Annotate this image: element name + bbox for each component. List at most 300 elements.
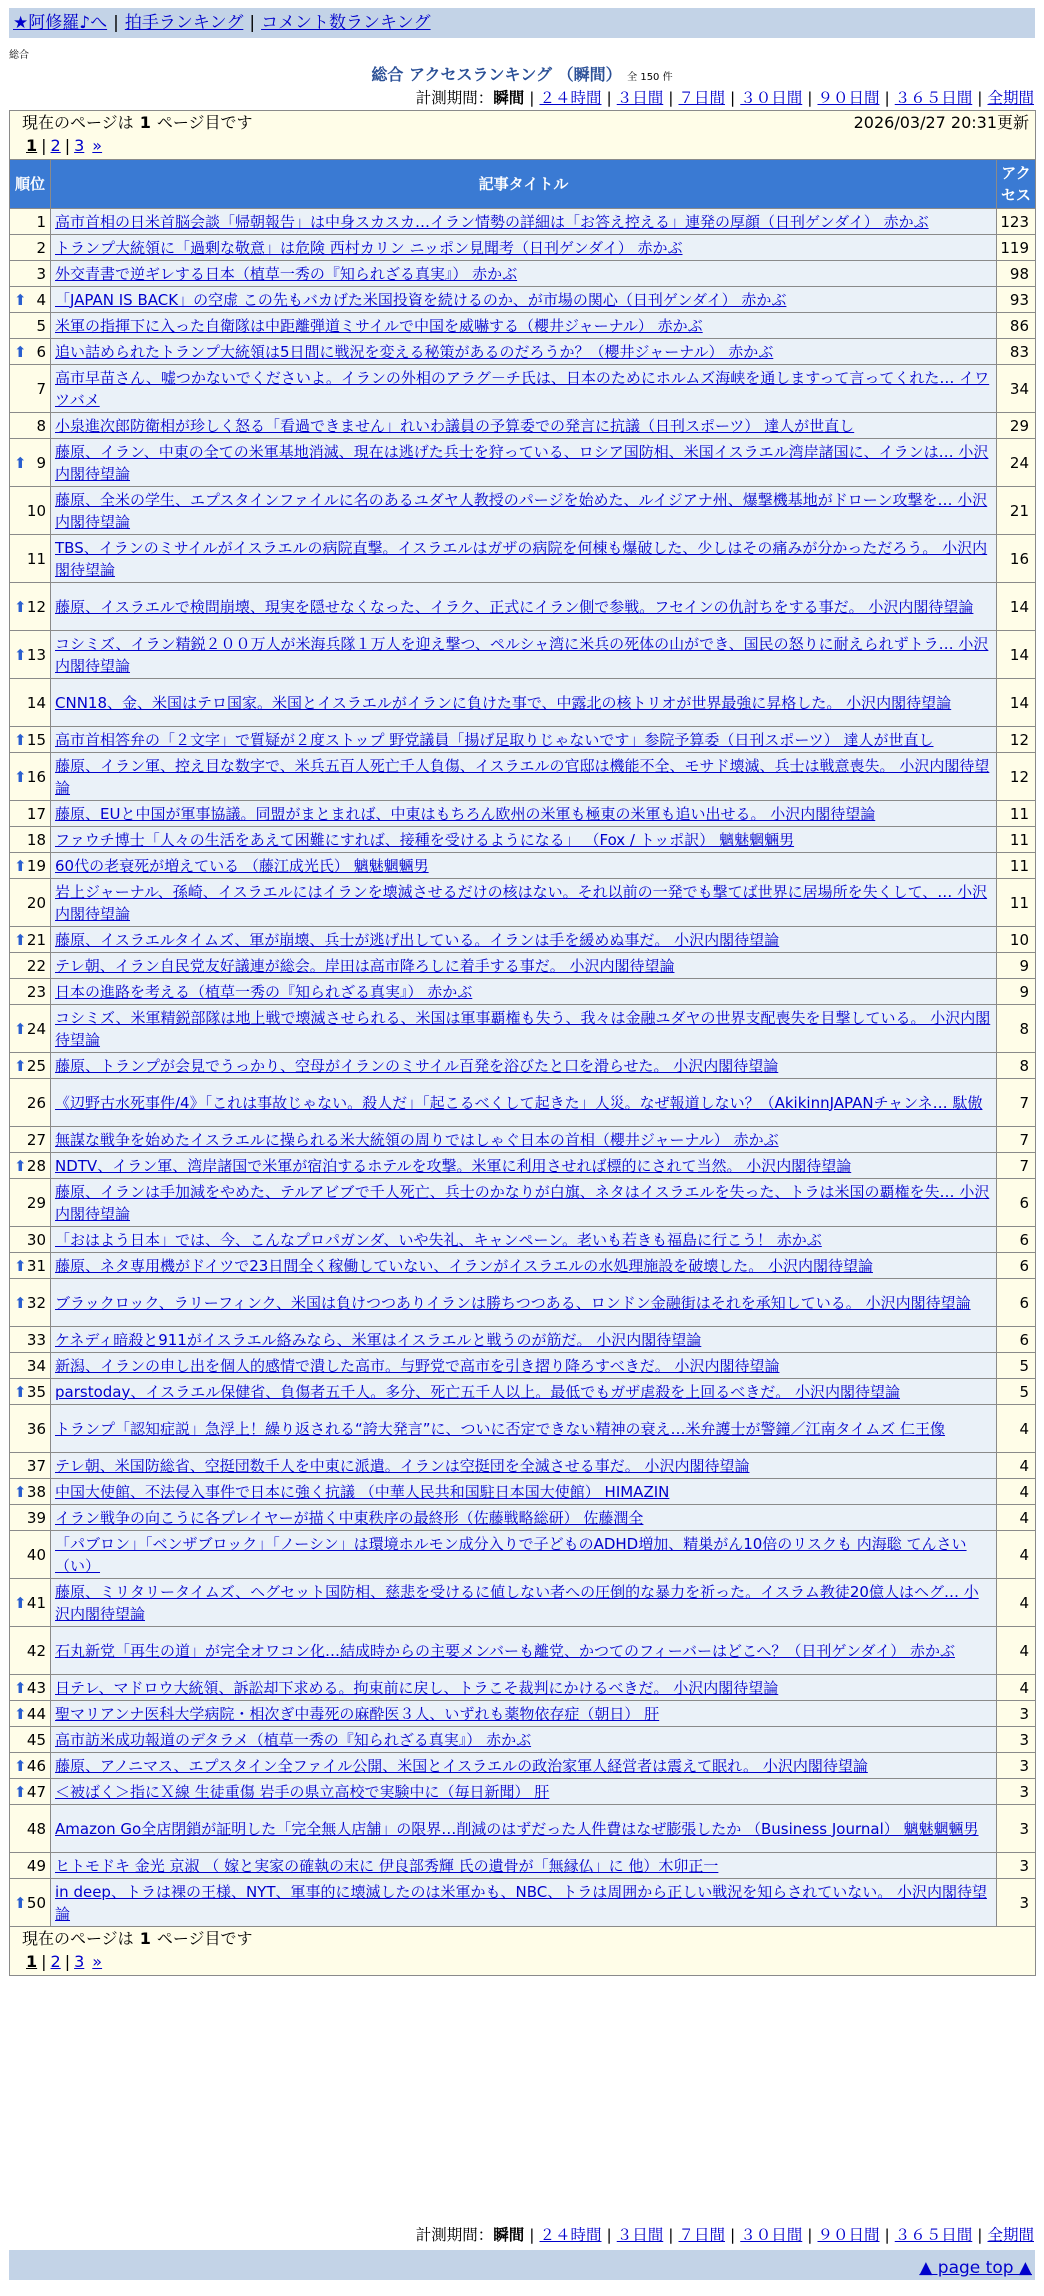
article-link[interactable]: 「おはよう日本」では、今、こんなプロパガンダ、いや失礼、キャンペーン。老いも若きも福島に行こう！ 赤かぶ bbox=[55, 1230, 822, 1249]
period-link[interactable]: ９０日間 bbox=[817, 89, 880, 107]
header-rank: 順位 bbox=[10, 160, 51, 209]
up-arrow-icon: ⬆ bbox=[14, 1678, 27, 1697]
access-count: 3 bbox=[997, 1727, 1036, 1753]
access-count: 11 bbox=[997, 879, 1036, 927]
rank-cell bbox=[10, 1505, 51, 1531]
rank-number: 27 bbox=[26, 1130, 46, 1149]
rank-cell bbox=[10, 1879, 51, 1927]
page-separator: | bbox=[41, 136, 47, 155]
access-count: 7 bbox=[997, 1127, 1036, 1153]
article-link[interactable]: 藤原、イラン、中東の全ての米軍基地消滅、現在は逃げた兵士を狩っている、ロシア国防相、米国イスラエル湾岸諸国に、イランは… 小沢内閣待望論 bbox=[55, 442, 989, 483]
article-link[interactable]: 藤原、全米の学生、エプスタインファイルに名のあるユダヤ人教授のパージを始めた、ルイジアナ州、爆撃機基地がドローン攻撃を… 小沢内閣待望論 bbox=[55, 490, 988, 531]
rank-number: 26 bbox=[26, 1093, 46, 1112]
rank-number: 35 bbox=[26, 1382, 46, 1401]
rank-cell bbox=[10, 209, 51, 235]
rank-number: 8 bbox=[36, 416, 46, 435]
article-link[interactable]: 高市訪米成功報道のデタラメ（植草一秀の『知られざる真実』） 赤かぶ bbox=[55, 1730, 532, 1749]
rank-number: 25 bbox=[26, 1056, 46, 1075]
top-nav-bar bbox=[9, 8, 1035, 38]
table-row bbox=[10, 1727, 1036, 1753]
pager-status bbox=[22, 1927, 1035, 1951]
access-count: 119 bbox=[997, 235, 1036, 261]
rank-number: 30 bbox=[26, 1230, 46, 1249]
title-cell bbox=[51, 1727, 997, 1753]
rank-number: 4 bbox=[36, 290, 46, 309]
up-arrow-icon: ⬆ bbox=[14, 1019, 27, 1038]
table-row bbox=[10, 209, 1036, 235]
period-separator: | bbox=[529, 89, 535, 107]
page-next-link[interactable]: » bbox=[92, 136, 103, 155]
article-link[interactable]: in deep、トラは裸の王様、NYT、軍事的に壊滅したのは米軍かも、NBC、トラは周囲から正しい戦況を知らされていない。 小沢内閣待望論 bbox=[55, 1882, 987, 1923]
up-arrow-icon: ⬆ bbox=[14, 597, 27, 616]
rank-cell bbox=[10, 1079, 51, 1127]
article-link[interactable]: イラン戦争の向こうに各プレイヤーが描く中東秩序の最終形（佐藤戦略総研） 佐藤潤全 bbox=[55, 1508, 644, 1527]
table-row bbox=[10, 1253, 1036, 1279]
up-arrow-icon: ⬆ bbox=[14, 856, 27, 875]
article-link[interactable]: parstoday、イスラエル保健省、負傷者五千人。多分、死亡五千人以上。最低でもガザ虐殺を上回るべきだ。 小沢内閣待望論 bbox=[55, 1382, 900, 1401]
title-cell bbox=[51, 487, 997, 535]
period-label: 計測期間： bbox=[415, 89, 494, 107]
rank-number: 14 bbox=[26, 693, 46, 712]
up-arrow-icon: ⬆ bbox=[14, 342, 27, 361]
up-arrow-icon: ⬆ bbox=[14, 1893, 27, 1912]
rank-number: 47 bbox=[26, 1782, 46, 1801]
rank-cell bbox=[10, 287, 51, 313]
page-next-link[interactable]: » bbox=[92, 1952, 103, 1971]
access-count: 8 bbox=[997, 1005, 1036, 1053]
table-row bbox=[10, 583, 1036, 631]
pager-row-bottom bbox=[10, 1927, 1036, 1976]
rank-number: 21 bbox=[26, 930, 46, 949]
title-cell bbox=[51, 1579, 997, 1627]
title-cell bbox=[51, 853, 997, 879]
header-access: アクセス bbox=[997, 160, 1036, 209]
article-link[interactable]: 《辺野古水死事件/4》「これは事故じゃない。殺人だ」「起こるべくして起きた」人災。なぜ報道しない？（AkikinnJAPANチャンネ… 駄傲 bbox=[55, 1093, 983, 1112]
period-link[interactable]: ３６５日間 bbox=[894, 2226, 973, 2244]
article-link[interactable]: テレ朝、米国防総省、空挺団数千人を中東に派遣。イランは空挺団を全滅させる事だ。 小沢内閣待望論 bbox=[55, 1456, 750, 1475]
rank-cell bbox=[10, 487, 51, 535]
period-link[interactable]: ３０日間 bbox=[740, 89, 803, 107]
access-count: 3 bbox=[997, 1805, 1036, 1853]
title-cell bbox=[51, 1179, 997, 1227]
period-separator: | bbox=[606, 89, 612, 107]
rank-number: 3 bbox=[36, 264, 46, 283]
rank-number: 5 bbox=[36, 316, 46, 335]
article-link[interactable]: ヒトモドキ 金光 京淑 （ 嫁と実家の確執の末に 伊良部秀輝 氏の遺骨が「無縁仏」に 他）木卯正一 bbox=[55, 1856, 719, 1875]
article-link[interactable]: 藤原、ネタ専用機がドイツで23日間全く稼働していない、イランがイスラエルの水処理施設を破壊した。 小沢内閣待望論 bbox=[55, 1256, 873, 1275]
page-links bbox=[22, 135, 1035, 159]
article-link[interactable]: 米軍の指揮下に入った自衛隊は中距離弾道ミサイルで中国を威嚇する（櫻井ジャーナル） 赤かぶ bbox=[55, 316, 703, 335]
rank-number: 12 bbox=[26, 597, 46, 616]
access-count: 10 bbox=[997, 927, 1036, 953]
title-cell bbox=[51, 1879, 997, 1927]
table-row bbox=[10, 1379, 1036, 1405]
rank-number: 44 bbox=[26, 1704, 46, 1723]
table-row bbox=[10, 1505, 1036, 1531]
period-separator: | bbox=[977, 89, 983, 107]
table-row bbox=[10, 1753, 1036, 1779]
article-link[interactable]: 60代の老衰死が増えている （藤江成光氏） 魑魅魍魎男 bbox=[55, 856, 429, 875]
access-count: 4 bbox=[997, 1627, 1036, 1675]
table-row bbox=[10, 487, 1036, 535]
access-count: 4 bbox=[997, 1579, 1036, 1627]
rank-number: 13 bbox=[26, 645, 46, 664]
title-cell bbox=[51, 679, 997, 727]
period-link[interactable]: ３６５日間 bbox=[894, 89, 973, 107]
article-link[interactable]: TBS、イランのミサイルがイスラエルの病院直撃。イスラエルはガザの病院を何棟も爆破した、少しはその痛みが分かっただろう。 小沢内閣待望論 bbox=[55, 538, 988, 579]
period-separator: | bbox=[807, 2226, 813, 2244]
article-link[interactable]: CNN18、金、米国はテロ国家。米国とイスラエルがイランに負けた事で、中露北の核トリオが世界最強に昇格した。 小沢内閣待望論 bbox=[55, 693, 952, 712]
up-arrow-icon: ⬆ bbox=[14, 730, 27, 749]
period-selector-bottom bbox=[416, 2223, 1034, 2245]
period-separator: | bbox=[884, 2226, 890, 2244]
rank-number: 9 bbox=[36, 453, 46, 472]
article-link[interactable]: 小泉進次郎防衛相が珍しく怒る「看過できません」れいわ議員の予算委での発言に抗議（日刊スポーツ） 達人が世直し bbox=[55, 416, 855, 435]
period-separator: | bbox=[668, 2226, 674, 2244]
access-count: 4 bbox=[997, 1531, 1036, 1579]
page-title bbox=[0, 62, 1044, 85]
access-count: 11 bbox=[997, 801, 1036, 827]
table-row bbox=[10, 235, 1036, 261]
up-arrow-icon: ⬆ bbox=[14, 1382, 27, 1401]
nav-link-comment-ranking[interactable]: コメント数ランキング bbox=[261, 13, 431, 33]
rank-number: 16 bbox=[26, 767, 46, 786]
access-count: 7 bbox=[997, 1079, 1036, 1127]
rank-cell bbox=[10, 801, 51, 827]
rank-cell bbox=[10, 1701, 51, 1727]
page-link-3[interactable]: 3 bbox=[74, 136, 85, 155]
title-cell bbox=[51, 287, 997, 313]
article-link[interactable]: テレ朝、イラン自民党友好議連が総会。岸田は高市降ろしに着手する事だ。 小沢内閣待望論 bbox=[55, 956, 675, 975]
title-cell bbox=[51, 365, 997, 413]
rank-cell bbox=[10, 953, 51, 979]
title-cell bbox=[51, 1127, 997, 1153]
period-link[interactable]: ２４時間 bbox=[539, 89, 602, 107]
article-link[interactable]: 藤原、ミリタリータイムズ、ヘグセット国防相、慈悲を受けるに値しない者への圧倒的な暴力を祈った。イスラム教徒20億人はヘグ… 小沢内閣待望論 bbox=[55, 1582, 979, 1623]
title-cell bbox=[51, 1805, 997, 1853]
title-cell bbox=[51, 1675, 997, 1701]
table-row bbox=[10, 953, 1036, 979]
page-links bbox=[22, 1951, 1035, 1975]
rank-number: 15 bbox=[26, 730, 46, 749]
article-link[interactable]: トランプ「認知症説」急浮上！繰り返される“誇大発言”に、ついに否定できない精神の衰え…米弁護士が警鐘／江南タイムズ 仁王像 bbox=[55, 1419, 946, 1438]
article-link[interactable]: 藤原、イラン軍、控え目な数字で、米兵五百人死亡千人負傷、イスラエルの官邸は機能不全、モサド壊滅、兵士は戦意喪失。 小沢内閣待望論 bbox=[55, 756, 990, 797]
title-cell bbox=[51, 313, 997, 339]
access-count: 14 bbox=[997, 583, 1036, 631]
table-header-row bbox=[10, 160, 1036, 209]
table-row bbox=[10, 631, 1036, 679]
table-row bbox=[10, 1053, 1036, 1079]
title-cell bbox=[51, 1505, 997, 1531]
rank-number: 17 bbox=[26, 804, 46, 823]
period-link[interactable]: ３日間 bbox=[616, 89, 664, 107]
title-cell bbox=[51, 827, 997, 853]
page-top-link[interactable]: ▲ page top ▲ bbox=[919, 2258, 1032, 2278]
rank-cell bbox=[10, 235, 51, 261]
rank-cell bbox=[10, 1053, 51, 1079]
pager-text-pre: 現在のページは bbox=[22, 1929, 134, 1948]
article-link[interactable]: ブラックロック、ラリーフィンク、米国は負けつつありイランは勝ちつつある、ロンドン金融街はそれを承知している。 小沢内閣待望論 bbox=[55, 1293, 971, 1312]
access-count: 83 bbox=[997, 339, 1036, 365]
table-row bbox=[10, 979, 1036, 1005]
article-link[interactable]: 聖マリアンナ医科大学病院・相次ぎ中毒死の麻酔医３人、いずれも薬物依存症（朝日） 肝 bbox=[55, 1704, 660, 1723]
rank-number: 33 bbox=[26, 1330, 46, 1349]
period-link[interactable]: 全期間 bbox=[987, 2226, 1034, 2244]
period-link[interactable]: ２４時間 bbox=[539, 2226, 602, 2244]
article-link[interactable]: 新潟、イランの申し出を個人的感情で潰した高市。与野党で高市を引き摺り降ろすべきだ。 小沢内閣待望論 bbox=[55, 1356, 780, 1375]
article-link[interactable]: 高市早苗さん、嘘つかないでくださいよ。イランの外相のアラグ－チ氏は、日本のためにホルムズ海峡を通しますって言ってくれた… イワツバメ bbox=[55, 368, 990, 409]
rank-number: 2 bbox=[36, 238, 46, 257]
updated-timestamp: 2026/03/27 20:31更新 bbox=[853, 113, 1030, 132]
title-cell bbox=[51, 1005, 997, 1053]
rank-cell bbox=[10, 339, 51, 365]
rank-number: 7 bbox=[36, 379, 46, 398]
table-row bbox=[10, 827, 1036, 853]
article-link[interactable]: 高市首相答弁の「２文字」で質疑が２度ストップ 野党議員「揚げ足取りじゃないです」参院予算委（日刊スポーツ） 達人が世直し bbox=[55, 730, 934, 749]
rank-cell bbox=[10, 1179, 51, 1227]
rank-cell bbox=[10, 1227, 51, 1253]
title-cell bbox=[51, 1753, 997, 1779]
article-link[interactable]: Amazon Go全店閉鎖が証明した「完全無人店舗」の限界…削減のはずだった人件費はなぜ膨張したか （Business Journal） 魑魅魍魎男 bbox=[55, 1819, 979, 1838]
title-cell bbox=[51, 439, 997, 487]
period-separator: | bbox=[730, 2226, 736, 2244]
period-current: 瞬間 bbox=[493, 89, 525, 107]
access-count: 3 bbox=[997, 1779, 1036, 1805]
pager-text-post: ページ目です bbox=[156, 113, 253, 132]
article-link[interactable]: 日テレ、マドロウ大統領、訴訟却下求める。拘束前に戻し、トラこそ裁判にかけるべきだ。 小沢内閣待望論 bbox=[55, 1678, 779, 1697]
access-count: 34 bbox=[997, 365, 1036, 413]
title-cell bbox=[51, 339, 997, 365]
period-selector-top bbox=[416, 86, 1034, 108]
up-arrow-icon: ⬆ bbox=[14, 645, 27, 664]
table-row bbox=[10, 1279, 1036, 1327]
nav-link-asyura[interactable]: ★阿修羅♪へ bbox=[13, 13, 108, 33]
table-row bbox=[10, 1227, 1036, 1253]
table-row bbox=[10, 1353, 1036, 1379]
table-row bbox=[10, 535, 1036, 583]
table-row bbox=[10, 1531, 1036, 1579]
pager-current-number: 1 bbox=[139, 1929, 151, 1948]
table-row bbox=[10, 753, 1036, 801]
rank-number: 32 bbox=[26, 1293, 46, 1312]
table-row bbox=[10, 1675, 1036, 1701]
title-cell bbox=[51, 953, 997, 979]
table-row bbox=[10, 261, 1036, 287]
access-count: 11 bbox=[997, 853, 1036, 879]
page-link-2[interactable]: 2 bbox=[50, 1952, 61, 1971]
access-count: 86 bbox=[997, 313, 1036, 339]
rank-cell bbox=[10, 1853, 51, 1879]
title-cell bbox=[51, 209, 997, 235]
table-row bbox=[10, 1005, 1036, 1053]
rank-cell bbox=[10, 979, 51, 1005]
rank-number: 23 bbox=[26, 982, 46, 1001]
article-link[interactable]: コシミズ、イラン精鋭２００万人が米海兵隊１万人を迎え撃つ、ペルシャ湾に米兵の死体の山ができ、国民の怒りに耐えられずトラ… 小沢内閣待望論 bbox=[55, 634, 989, 675]
access-count: 8 bbox=[997, 1053, 1036, 1079]
rank-cell bbox=[10, 313, 51, 339]
rank-cell bbox=[10, 1279, 51, 1327]
rank-number: 18 bbox=[26, 830, 46, 849]
access-count: 93 bbox=[997, 287, 1036, 313]
page-link-3[interactable]: 3 bbox=[74, 1952, 85, 1971]
article-link[interactable]: 日本の進路を考える（植草一秀の『知られざる真実』） 赤かぶ bbox=[55, 982, 473, 1001]
rank-cell bbox=[10, 1579, 51, 1627]
page-title-text: 総合 アクセスランキング （瞬間） bbox=[371, 65, 622, 84]
access-count: 4 bbox=[997, 1405, 1036, 1453]
access-count: 3 bbox=[997, 1753, 1036, 1779]
table-row bbox=[10, 1405, 1036, 1453]
period-link[interactable]: ９０日間 bbox=[817, 2226, 880, 2244]
title-cell bbox=[51, 1379, 997, 1405]
pager-text-post: ページ目です bbox=[156, 1929, 253, 1948]
access-count: 7 bbox=[997, 1153, 1036, 1179]
period-link[interactable]: ３日間 bbox=[616, 2226, 664, 2244]
article-link[interactable]: 追い詰められたトランプ大統領は5日間に戦況を変える秘策があるのだろうか？（櫻井ジャーナル） 赤かぶ bbox=[55, 342, 774, 361]
article-link[interactable]: 藤原、トランプが会見でうっかり、空母がイランのミサイル百発を浴びたと口を滑らせた。 小沢内閣待望論 bbox=[55, 1056, 779, 1075]
ranking-table bbox=[9, 110, 1036, 1976]
rank-cell bbox=[10, 413, 51, 439]
article-link[interactable]: NDTV、イラン軍、湾岸諸国で米軍が宿泊するホテルを攻撃。米軍に利用させれば標的にされて当然。 小沢内閣待望論 bbox=[55, 1156, 852, 1175]
page-link-1: 1 bbox=[26, 1952, 38, 1971]
article-link[interactable]: 「JAPAN IS BACK」の空虚 この先もバカげた米国投資を続けるのか、が市場の関心（日刊ゲンダイ） 赤かぶ bbox=[55, 290, 787, 309]
access-count: 4 bbox=[997, 1675, 1036, 1701]
pager-current-number: 1 bbox=[139, 113, 151, 132]
rank-number: 38 bbox=[26, 1482, 46, 1501]
article-link[interactable]: 「パブロン」「ベンザブロック」「ノーシン」は環境ホルモン成分入りで子どものADHD増加、精巣がん10倍のリスクも 内海聡 てんさい（い） bbox=[55, 1534, 967, 1575]
up-arrow-icon: ⬆ bbox=[14, 1256, 27, 1275]
table-row bbox=[10, 679, 1036, 727]
rank-cell bbox=[10, 853, 51, 879]
article-link[interactable]: 藤原、イスラエルで検問崩壊、現実を隠せなくなった、イラク、正式にイラン側で参戦。フセインの仇討ちをする事だ。 小沢内閣待望論 bbox=[55, 597, 974, 616]
rank-cell bbox=[10, 1127, 51, 1153]
rank-number: 6 bbox=[36, 342, 46, 361]
period-link[interactable]: ７日間 bbox=[678, 2226, 725, 2244]
article-link[interactable]: 藤原、イスラエルタイムズ、軍が崩壊、兵士が逃げ出している。イランは手を緩めぬ事だ。 小沢内閣待望論 bbox=[55, 930, 780, 949]
up-arrow-icon: ⬆ bbox=[14, 1056, 27, 1075]
title-cell bbox=[51, 927, 997, 953]
rank-cell bbox=[10, 1327, 51, 1353]
rank-cell bbox=[10, 583, 51, 631]
up-arrow-icon: ⬆ bbox=[14, 1293, 27, 1312]
article-link[interactable]: 藤原、EUと中国が軍事協議。同盟がまとまれば、中東はもちろん欧州の米軍も極東の米軍も追い出せる。 小沢内閣待望論 bbox=[55, 804, 876, 823]
title-cell bbox=[51, 413, 997, 439]
rank-number: 1 bbox=[36, 212, 46, 231]
article-link[interactable]: 藤原、アノニマス、エプスタイン全ファイル公開、米国とイスラエルの政治家軍人経営者は震えて眠れ。 小沢内閣待望論 bbox=[55, 1756, 868, 1775]
table-row bbox=[10, 1805, 1036, 1853]
article-link[interactable]: 藤原、イランは手加減をやめた、テルアビブで千人死亡、兵士のかなりが白旗、ネタはイスラエルを失った、トラは米国の覇権を失… 小沢内閣待望論 bbox=[55, 1182, 990, 1223]
rank-number: 39 bbox=[26, 1508, 46, 1527]
up-arrow-icon: ⬆ bbox=[14, 1156, 27, 1175]
access-count: 3 bbox=[997, 1879, 1036, 1927]
access-count: 3 bbox=[997, 1853, 1036, 1879]
period-separator: | bbox=[977, 2226, 983, 2244]
rank-number: 11 bbox=[26, 549, 46, 568]
rank-number: 22 bbox=[26, 956, 46, 975]
rank-number: 10 bbox=[26, 501, 46, 520]
title-cell bbox=[51, 535, 997, 583]
rank-number: 29 bbox=[26, 1193, 46, 1212]
up-arrow-icon: ⬆ bbox=[14, 1782, 27, 1801]
title-cell bbox=[51, 1153, 997, 1179]
table-row bbox=[10, 1627, 1036, 1675]
rank-number: 28 bbox=[26, 1156, 46, 1175]
table-row bbox=[10, 1127, 1036, 1153]
table-row bbox=[10, 1327, 1036, 1353]
title-cell bbox=[51, 1779, 997, 1805]
title-cell bbox=[51, 801, 997, 827]
article-link[interactable]: 岩上ジャーナル、孫崎、イスラエルにはイランを壊滅させるだけの核はない。それ以前の一発でも撃てば世界に居場所を失くして、… 小沢内閣待望論 bbox=[55, 882, 988, 923]
article-link[interactable]: 高市首相の日米首脳会談「帰朝報告」は中身スカスカ…イラン情勢の詳細は「お答え控える」連発の厚顔（日刊ゲンダイ） 赤かぶ bbox=[55, 212, 929, 231]
table-row bbox=[10, 853, 1036, 879]
rank-number: 42 bbox=[26, 1641, 46, 1660]
page-link-2[interactable]: 2 bbox=[50, 136, 61, 155]
article-link[interactable]: 外交青書で逆ギレする日本（植草一秀の『知られざる真実』） 赤かぶ bbox=[55, 264, 518, 283]
access-count: 5 bbox=[997, 1353, 1036, 1379]
rank-cell bbox=[10, 1153, 51, 1179]
rank-cell bbox=[10, 1627, 51, 1675]
article-link[interactable]: ファウチ博士「人々の生活をあえて困難にすれば、接種を受けるようになる」 （Fox / トッポ訳） 魑魅魍魎男 bbox=[55, 830, 795, 849]
rank-cell bbox=[10, 753, 51, 801]
access-count: 12 bbox=[997, 753, 1036, 801]
rank-number: 34 bbox=[26, 1356, 46, 1375]
article-link[interactable]: 石丸新党「再生の道」が完全オワコン化…結成時からの主要メンバーも離党、かつてのフィーバーはどこへ？（日刊ゲンダイ） 赤かぶ bbox=[55, 1641, 955, 1660]
up-arrow-icon: ⬆ bbox=[14, 1482, 27, 1501]
header-title: 記事タイトル bbox=[51, 160, 997, 209]
table-row bbox=[10, 1779, 1036, 1805]
rank-cell bbox=[10, 1531, 51, 1579]
period-link[interactable]: ３０日間 bbox=[740, 2226, 803, 2244]
table-row bbox=[10, 365, 1036, 413]
period-separator: | bbox=[529, 2226, 535, 2244]
access-count: 6 bbox=[997, 1327, 1036, 1353]
title-cell bbox=[51, 1279, 997, 1327]
rank-cell bbox=[10, 631, 51, 679]
period-link[interactable]: 全期間 bbox=[987, 89, 1034, 107]
article-link[interactable]: トランプ大統領に「過剰な敬意」は危険 西村カリン ニッポン見聞考（日刊ゲンダイ） 赤かぶ bbox=[55, 238, 683, 257]
access-count: 14 bbox=[997, 679, 1036, 727]
rank-cell bbox=[10, 1753, 51, 1779]
up-arrow-icon: ⬆ bbox=[14, 1704, 27, 1723]
article-link[interactable]: ケネディ暗殺と911がイスラエル絡みなら、米軍はイスラエルと戦うのが筋だ。 小沢内閣待望論 bbox=[55, 1330, 702, 1349]
rank-cell bbox=[10, 827, 51, 853]
rank-number: 36 bbox=[26, 1419, 46, 1438]
category-label: 総合 bbox=[9, 50, 29, 61]
rank-cell bbox=[10, 1353, 51, 1379]
nav-link-applause-ranking[interactable]: 拍手ランキング bbox=[124, 13, 244, 33]
bottom-bar bbox=[9, 2250, 1035, 2280]
article-link[interactable]: ＜被ばく＞指にＸ線 生徒重傷 岩手の県立高校で実験中に（毎日新聞） 肝 bbox=[55, 1782, 550, 1801]
article-link[interactable]: 無謀な戦争を始めたイスラエルに操られる米大統領の周りではしゃぐ日本の首相（櫻井ジャーナル） 赤かぶ bbox=[55, 1130, 779, 1149]
article-link[interactable]: コシミズ、米軍精鋭部隊は地上戦で壊滅させられる、米国は軍事覇権も失う、我々は金融ユダヤの世界支配喪失を目撃している。 小沢内閣待望論 bbox=[55, 1008, 991, 1049]
page-link-1: 1 bbox=[26, 136, 38, 155]
title-cell bbox=[51, 1227, 997, 1253]
rank-number: 41 bbox=[26, 1593, 46, 1612]
up-arrow-icon: ⬆ bbox=[14, 1593, 27, 1612]
access-count: 9 bbox=[997, 979, 1036, 1005]
rank-cell bbox=[10, 727, 51, 753]
title-cell bbox=[51, 1627, 997, 1675]
period-separator: | bbox=[606, 2226, 612, 2244]
table-row bbox=[10, 927, 1036, 953]
rank-cell bbox=[10, 439, 51, 487]
article-link[interactable]: 中国大使館、不法侵入事件で日本に強く抗議 （中華人民共和国駐日本国大使館） HIMAZIN bbox=[55, 1482, 670, 1501]
period-separator: | bbox=[884, 89, 890, 107]
table-row bbox=[10, 801, 1036, 827]
period-link[interactable]: ７日間 bbox=[678, 89, 725, 107]
table-row bbox=[10, 1453, 1036, 1479]
title-cell bbox=[51, 235, 997, 261]
pager-text bbox=[22, 1927, 253, 1951]
